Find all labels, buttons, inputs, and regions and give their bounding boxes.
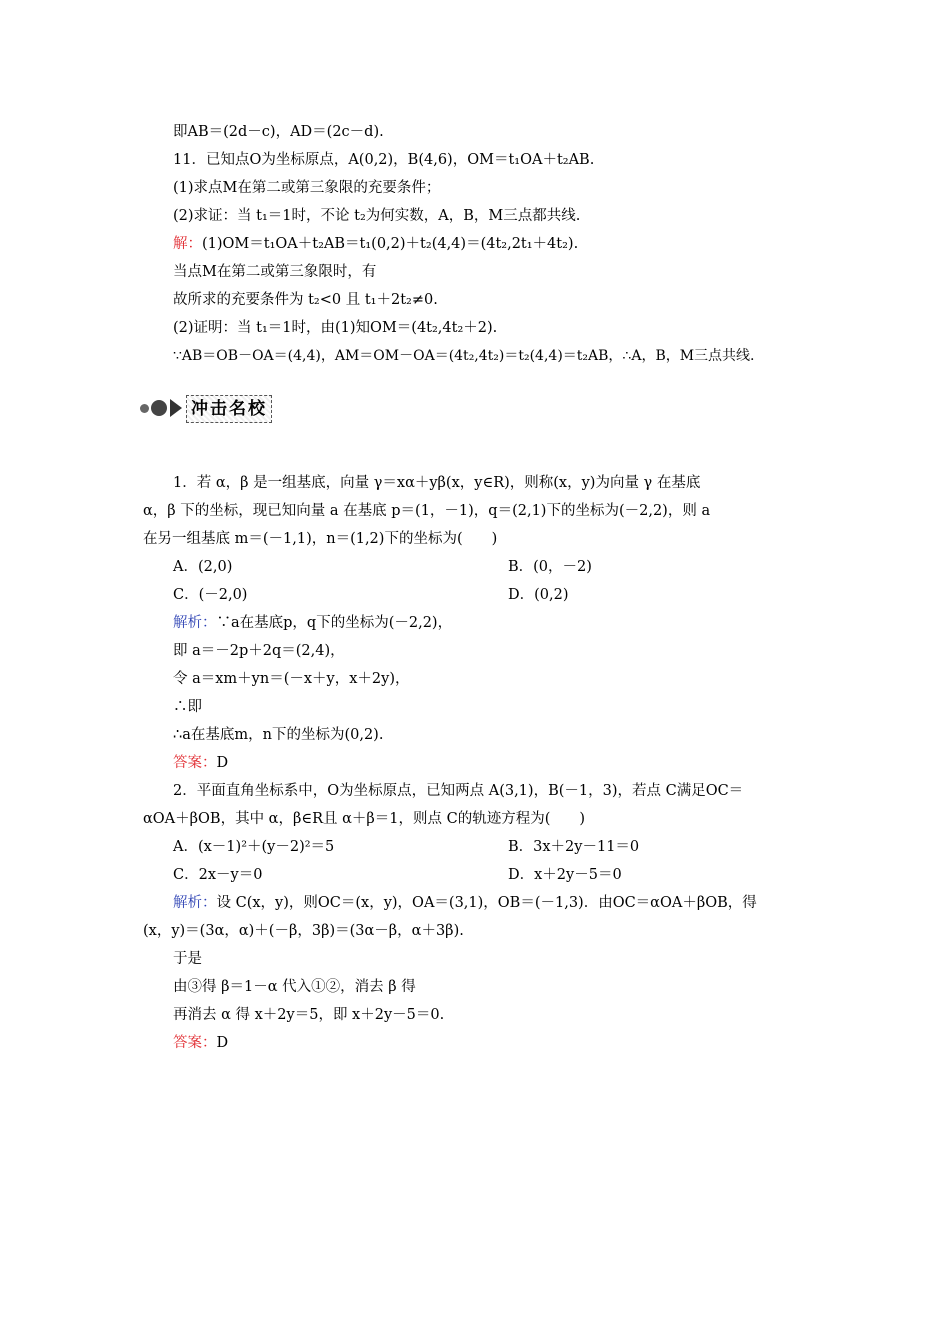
analysis-line: [173, 613, 452, 633]
analysis-line: (x，y)＝(3α，α)＋(－β，3β)＝(3α－β，α＋3β).: [143, 923, 464, 939]
answer-line: [173, 753, 228, 773]
question-1-line: 1．若 α，β 是一组基底，向量 γ＝xα＋yβ(x，y∈R)，则称(x，y)为向量 γ 在基底: [173, 475, 701, 491]
analysis-line: 由③得 β＝1－α 代入①②，消去 β 得: [173, 979, 416, 995]
text-line: 即AB＝(2d－c)，AD＝(2c－d).: [173, 124, 384, 140]
section-banner-title: 冲击名校: [186, 395, 272, 423]
analysis-line: 再消去 α 得 x＋2y＝5，即 x＋2y－5＝0.: [173, 1007, 445, 1023]
analysis-line: 令 a＝xm＋yn＝(－x＋y，x＋2y)，: [173, 671, 410, 687]
solution-line: 故所求的充要条件为 t₂<0 且 t₁＋2t₂≠0.: [173, 292, 438, 308]
answer-value: D: [216, 1035, 229, 1051]
dot-icon: [140, 404, 149, 413]
analysis-line: 即 a＝－2p＋2q＝(2,4)，: [173, 643, 345, 659]
analysis-line: [173, 893, 757, 913]
solution-label: 解：: [173, 236, 202, 252]
question-11-part-2: (2)求证：当 t₁＝1时，不论 t₂为何实数，A，B，M三点都共线.: [173, 208, 581, 224]
analysis-text: 设 C(x，y)，则OC＝(x，y)，OA＝(3,1)，OB＝(－1,3)．由OC＝αOA＋βOB，得: [216, 895, 757, 911]
question-2-line: αOA＋βOB，其中 α，β∈R且 α＋β＝1，则点 C的轨迹方程为( ): [143, 811, 586, 827]
option-b: B．(0，－2): [508, 559, 592, 575]
option-c: C．(－2,0): [173, 587, 248, 603]
question-1-line: 在另一组基底 m＝(－1,1)，n＝(1,2)下的坐标为( ): [143, 531, 498, 547]
option-c: C．2x－y＝0: [173, 867, 263, 883]
solution-text: (1)OM＝t₁OA＋t₂AB＝t₁(0,2)＋t₂(4,4)＝(4t₂,2t₁＋4t₂).: [202, 236, 579, 252]
option-d: D．x＋2y－5＝0: [508, 867, 622, 883]
analysis-line: 于是: [173, 951, 202, 967]
question-11: 11．已知点O为坐标原点，A(0,2)，B(4,6)，OM＝t₁OA＋t₂AB.: [173, 152, 595, 168]
analysis-line: ∴a在基底m，n下的坐标为(0,2).: [173, 727, 384, 743]
question-11-part-1: (1)求点M在第二或第三象限的充要条件；: [173, 180, 441, 196]
solution-line: [173, 234, 578, 254]
answer-label: 答案：: [173, 755, 217, 771]
analysis-text: ∵a在基底p，q下的坐标为(－2,2)，: [216, 615, 453, 631]
answer-line: [173, 1033, 228, 1053]
solution-line: ∵AB＝OB－OA＝(4,4)，AM＝OM－OA＝(4t₂,4t₂)＝t₂(4,4)＝t₂AB，∴A，B，M三点共线.: [173, 348, 755, 364]
option-b: B．3x＋2y－11＝0: [508, 839, 640, 855]
question-1-line: α，β 下的坐标，现已知向量 a 在基底 p＝(1，－1)，q＝(2,1)下的坐标为(－2,2)，则 a: [143, 503, 711, 519]
option-a: A．(2,0): [173, 559, 233, 575]
arrow-icon: [170, 399, 182, 417]
analysis-label: 解析：: [173, 895, 217, 911]
dot-icon: [151, 400, 167, 416]
answer-value: D: [216, 755, 229, 771]
solution-line: (2)证明：当 t₁＝1时，由(1)知OM＝(4t₂,4t₂＋2).: [173, 320, 498, 336]
option-a: A．(x－1)²＋(y－2)²＝5: [173, 839, 335, 855]
section-banner: [140, 395, 300, 423]
option-d: D．(0,2): [508, 587, 569, 603]
question-2-line: 2．平面直角坐标系中，O为坐标原点，已知两点 A(3,1)，B(－1，3)，若点 C满足OC＝: [173, 783, 744, 799]
solution-line: 当点M在第二或第三象限时，有: [173, 264, 377, 280]
answer-label: 答案：: [173, 1035, 217, 1051]
analysis-label: 解析：: [173, 615, 217, 631]
analysis-line: ∴即: [173, 699, 202, 715]
